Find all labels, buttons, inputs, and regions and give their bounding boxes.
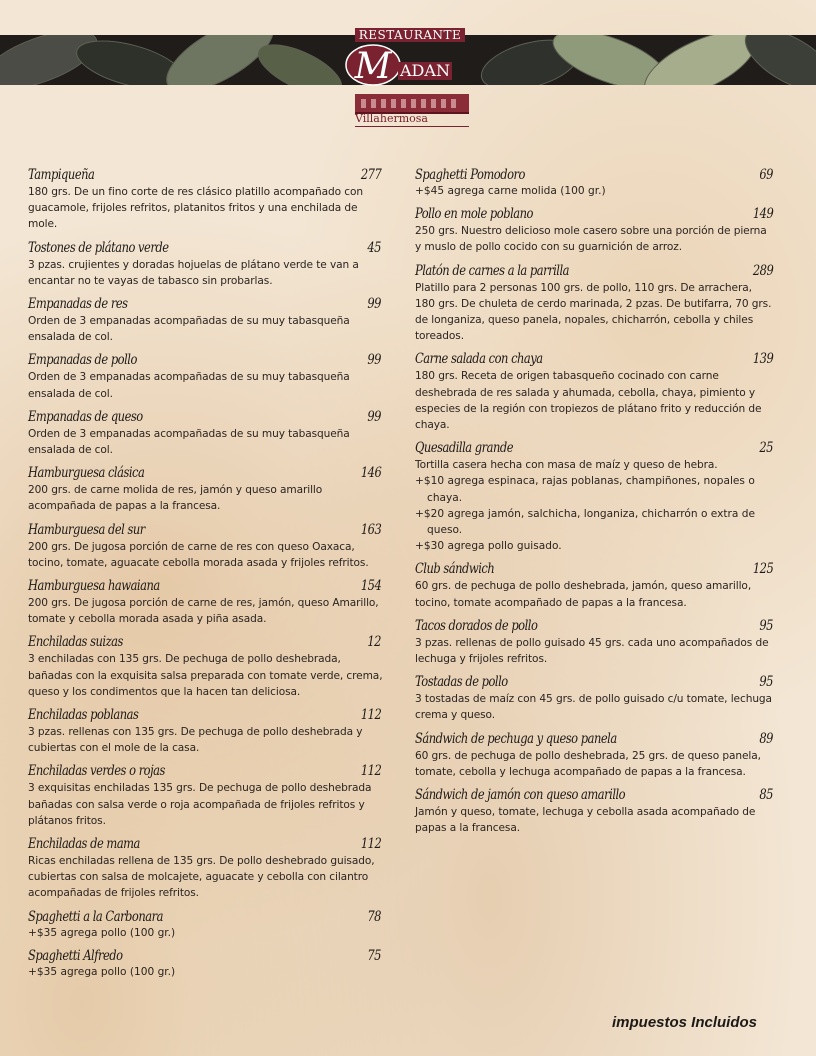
menu-item-name: Enchiladas verdes o rojas [28, 763, 165, 780]
menu-item-description: 180 grs. De un fino corte de res clásico platillo acompañado con guacamole, frijoles refritos, platanitos fritos y una enchilada de mole. [28, 186, 363, 231]
menu-item-price: 78 [367, 908, 382, 925]
menu-item-price: 95 [759, 674, 774, 691]
menu-item-header [28, 832, 383, 852]
brand-initial: M [354, 46, 392, 87]
menu-item-name: Pollo en mole poblano [415, 206, 533, 223]
menu-item-price: 139 [752, 351, 774, 368]
menu-item [28, 236, 383, 289]
menu-item-price: 99 [367, 408, 382, 425]
menu-item [28, 630, 383, 700]
menu-item-header [28, 348, 383, 368]
menu-column-right [415, 160, 775, 836]
menu-item-description: 60 grs. de pechuga de pollo deshebrada, 25 grs. de queso panela, tomate, cebolla y lechuga acompañado de papas a la francesa. [415, 749, 761, 778]
menu-item-header [415, 436, 775, 456]
menu-item-name: Empanadas de queso [28, 408, 143, 425]
menu-item-description: 200 grs. de carne molida de res, jamón y queso amarillo acompañada de papas a la francesa. [28, 484, 323, 513]
brand-city: Villahermosa [355, 112, 469, 127]
menu-item-name: Spaghetti Pomodoro [415, 167, 525, 183]
menu-item [415, 163, 775, 199]
menu-item [415, 202, 775, 255]
menu-item [28, 944, 383, 980]
menu-item-name: Carne salada con chaya [415, 351, 543, 368]
menu-item [28, 905, 383, 941]
menu-item-price: 125 [752, 561, 774, 578]
menu-item-price: 89 [759, 730, 774, 747]
menu-item-extra: +$10 agrega espinaca, rajas poblanas, champiñones, nopales o chaya. [415, 475, 755, 504]
menu-item [415, 670, 775, 723]
menu-item-header [28, 405, 383, 425]
menu-item-header [415, 259, 775, 279]
menu-item-price: 99 [367, 352, 382, 369]
menu-item-price: 95 [759, 617, 774, 634]
menu-item-price: 277 [360, 167, 382, 183]
menu-item-description: 3 tostadas de maíz con 45 grs. de pollo guisado c/u tomate, lechuga crema y queso. [415, 693, 772, 722]
menu-item-price: 75 [367, 947, 382, 964]
menu-item-header [415, 557, 775, 577]
menu-item [28, 348, 383, 401]
menu-item [28, 574, 383, 627]
menu-item [415, 347, 775, 433]
menu-item-name: Spaghetti Alfredo [28, 947, 123, 964]
menu-item-header [28, 574, 383, 594]
menu-item-name: Quesadilla grande [415, 440, 514, 457]
menu-item-extra: +$20 agrega jamón, salchicha, longaniza, chicharrón o extra de queso. [415, 507, 756, 537]
menu-item-description: 250 grs. Nuestro delicioso mole casero sobre una porción de pierna y muslo de pollo cocido con su guarnición de arroz. [415, 225, 767, 254]
menu-item-price: 163 [360, 521, 382, 538]
menu-item-header [415, 783, 775, 803]
menu-item-header [28, 703, 383, 723]
menu-item-price: 289 [752, 262, 774, 279]
menu-item-header [28, 461, 383, 481]
menu-item-header [28, 630, 383, 650]
menu-item-name: Hamburguesa del sur [28, 521, 145, 538]
menu-item-name: Platón de carnes a la parrilla [415, 262, 570, 279]
brand-name: ADAN [400, 61, 450, 80]
menu-item-name: Spaghetti a la Carbonara [28, 908, 163, 925]
menu-item-price: 112 [360, 836, 382, 853]
menu-item-extra: +$35 agrega pollo (100 gr.) [28, 926, 176, 939]
menu-item-header [28, 944, 383, 964]
menu-item-name: Enchiladas de mama [28, 836, 140, 853]
menu-item-name: Empanadas de res [28, 296, 128, 313]
menu-item-header [28, 905, 383, 925]
menu-item-price: 112 [360, 763, 382, 780]
menu-item-header [28, 163, 383, 183]
menu-item-description: 3 pzas. rellenas con 135 grs. De pechuga de pollo deshebrada y cubiertas con el mole de la casa. [28, 726, 363, 755]
menu-item-name: Club sándwich [415, 561, 495, 578]
menu-item-header [415, 163, 775, 183]
restaurant-logo [343, 28, 473, 126]
menu-item-name: Hamburguesa hawaiana [28, 578, 160, 595]
menu-item-price: 45 [367, 239, 382, 256]
menu-item-header [415, 202, 775, 222]
menu-item-description: 3 enchiladas con 135 grs. De pechuga de pollo deshebrada, bañadas con la exquisita salsa preparada con tomate verde, crema, queso y los condimentos que la hacen tan deliciosa. [28, 653, 383, 698]
menu-item-header [415, 727, 775, 747]
menu-item-price: 146 [360, 465, 382, 482]
menu-item-description: Jamón y queso, tomate, lechuga y cebolla asada acompañado de papas a la francesa. [415, 806, 756, 835]
menu-item-header [28, 518, 383, 538]
menu-item-description: 60 grs. de pechuga de pollo deshebrada, jamón, queso amarillo, tocino, tomate acompañado de papas a la francesa. [415, 580, 752, 609]
menu-item [28, 518, 383, 571]
menu-item-extra: +$45 agrega carne molida (100 gr.) [415, 185, 606, 197]
menu-item-header [415, 347, 775, 367]
menu-item [28, 759, 383, 829]
menu-item-description: Tortilla casera hecha con masa de maíz y queso de hebra. [415, 459, 718, 472]
menu-item-extra: +$35 agrega pollo (100 gr.) [28, 965, 176, 978]
menu-item [415, 259, 775, 345]
menu-item-price: 99 [367, 296, 382, 313]
menu-item-price: 12 [367, 634, 382, 651]
menu-item-header [415, 670, 775, 690]
menu-item-name: Enchiladas suizas [28, 634, 123, 651]
menu-item [28, 292, 383, 345]
menu-item-description: 200 grs. De jugosa porción de carne de res, jamón, queso Amarillo, tomate y cebolla morada asada y piña asada. [28, 597, 379, 626]
brand-top-text: RESTAURANTE [355, 28, 465, 42]
building-illustration [355, 94, 469, 114]
menu-item [415, 727, 775, 780]
menu-item-description: Orden de 3 empanadas acompañadas de su muy tabasqueña ensalada de col. [28, 427, 350, 457]
menu-column-left [28, 160, 383, 980]
menu-item-price: 85 [759, 787, 774, 804]
menu-item-extra: +$30 agrega pollo guisado. [415, 540, 562, 553]
menu-item [415, 614, 775, 667]
menu-item-description: 200 grs. De jugosa porción de carne de res con queso Oaxaca, tocino, tomate, aguacate cebolla morada asada y frijoles refritos. [28, 540, 369, 569]
menu-item-description: 3 pzas. crujientes y doradas hojuelas de plátano verde te van a encantar no te vayas de tabasco sin probarlas. [28, 258, 359, 287]
menu-item [28, 832, 383, 902]
menu-item-description: 3 pzas. rellenas de pollo guisado 45 grs. cada uno acompañados de lechuga y frijoles refritos. [415, 636, 769, 666]
menu-item-name: Hamburguesa clásica [28, 465, 145, 482]
menu-item-name: Tostones de plátano verde [28, 239, 169, 256]
menu-item-name: Enchiladas poblanas [28, 707, 139, 724]
menu-item [415, 783, 775, 836]
menu-item-price: 112 [360, 707, 382, 724]
menu-item-description: Orden de 3 empanadas acompañadas de su muy tabasqueña ensalada de col. [28, 371, 350, 400]
menu-item-description: Orden de 3 empanadas acompañadas de su muy tabasqueña ensalada de col. [28, 315, 350, 344]
menu-item-name: Sándwich de jamón con queso amarillo [415, 787, 626, 804]
menu-item-header [415, 614, 775, 634]
menu-item-description: 3 exquisitas enchiladas 135 grs. De pechuga de pollo deshebrada bañadas con salsa verde o roja acompañada de frijoles refritos y plátanos fritos. [28, 782, 372, 827]
menu-item-name: Sándwich de pechuga y queso panela [415, 730, 617, 747]
menu-item-description: Ricas enchiladas rellena de 135 grs. De pollo deshebrado guisado, cubiertas con salsa de molcajete, aguacate y cebolla con cilantro acompañadas de frijoles refritos. [28, 855, 375, 900]
menu-item-price: 149 [752, 206, 774, 223]
menu-item-price: 25 [759, 440, 774, 457]
menu-item [415, 557, 775, 610]
menu-item [28, 461, 383, 514]
menu-item-header [28, 236, 383, 256]
menu-item [28, 405, 383, 458]
menu-item-name: Tostadas de pollo [415, 674, 508, 691]
menu-item [28, 703, 383, 756]
brand-monogram [343, 42, 403, 88]
menu-item-header [28, 759, 383, 779]
menu-item-name: Empanadas de pollo [28, 352, 137, 369]
menu-item [28, 163, 383, 233]
menu-item-header [28, 292, 383, 312]
menu-item-name: Tacos dorados de pollo [415, 617, 538, 634]
menu-item-price: 154 [360, 578, 382, 595]
menu-item-description: Platillo para 2 personas 100 grs. de pollo, 110 grs. De arrachera, 180 grs. De chuleta de cerdo marinada, 2 pzas. De butifarra, 70 grs. de longaniza, queso panela, nopales, chicharrón, cebolla y chiles toreados. [415, 281, 772, 343]
menu-item-price: 69 [759, 167, 774, 183]
menu-item-description: 180 grs. Receta de origen tabasqueño cocinado con carne deshebrada de res salada y ahumada, cebolla, chaya, pimiento y especies de la región con tropiezos de plátano frito y reducción de chaya. [415, 370, 762, 432]
menu-item-name: Tampiqueña [28, 167, 95, 183]
taxes-note: impuestos Incluidos [612, 1014, 758, 1031]
menu-item [415, 436, 775, 554]
